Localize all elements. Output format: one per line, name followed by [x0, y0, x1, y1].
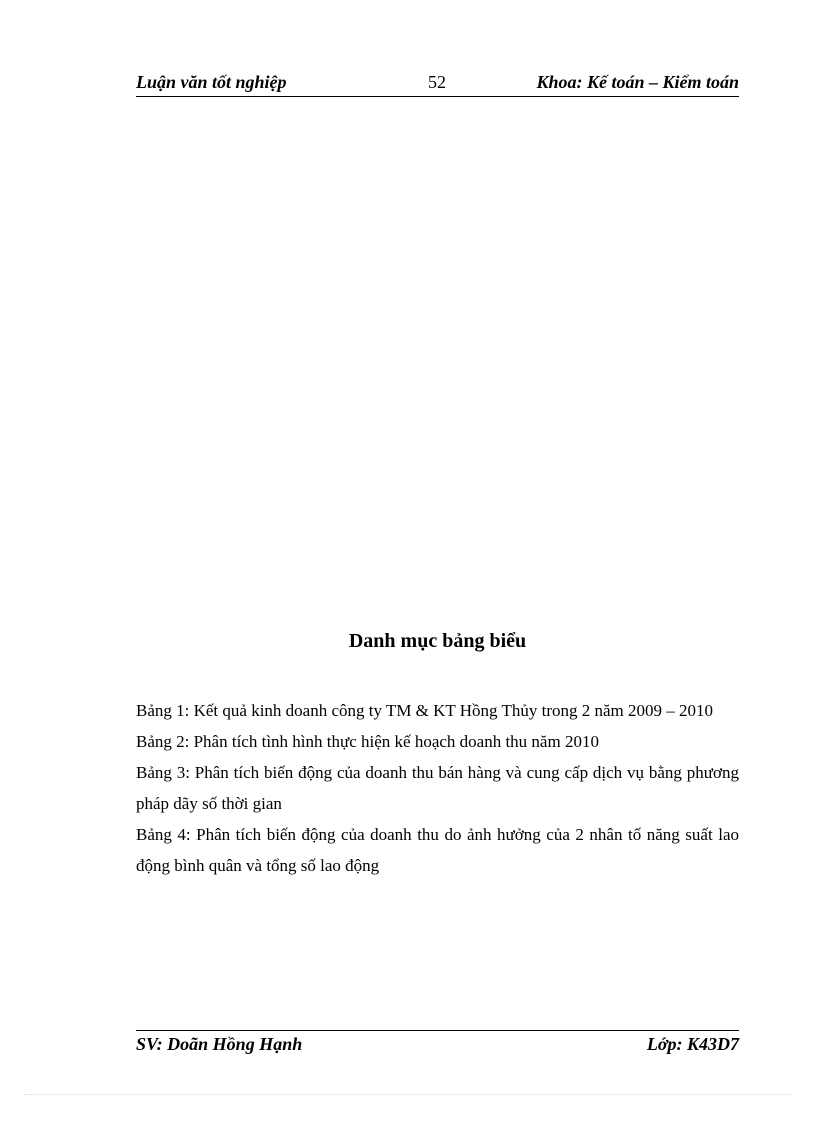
table-list-item: Bảng 1: Kết quả kinh doanh công ty TM & KT Hồng Thủy trong 2 năm 2009 – 2010	[136, 701, 714, 720]
page-number: 52	[428, 72, 446, 92]
table-list-item: Bảng 4: Phân tích biến động của doanh thu do ảnh hưởng của 2 nhân tố năng suất lao động bình quân và tổng số lao động	[136, 825, 739, 875]
section-title: Danh mục bảng biểu	[348, 630, 527, 652]
header-faculty-label: Khoa: Kế toán – Kiểm toán	[536, 72, 739, 92]
table-list-item: Bảng 3: Phân tích biến động của doanh thu bán hàng và cung cấp dịch vụ bằng phương pháp dãy số thời gian	[136, 763, 739, 813]
page-bottom-divider	[24, 1094, 792, 1095]
footer-class-label: Lớp: K43D7	[646, 1034, 739, 1054]
header-thesis-label: Luận văn tốt nghiệp	[136, 72, 287, 92]
footer-student-name: SV: Doãn Hồng Hạnh	[136, 1034, 303, 1054]
page-header	[136, 72, 739, 97]
table-list	[136, 695, 739, 881]
page-footer	[136, 1030, 739, 1057]
table-list-item: Bảng 2: Phân tích tình hình thực hiện kế hoạch doanh thu năm 2010	[136, 732, 599, 751]
